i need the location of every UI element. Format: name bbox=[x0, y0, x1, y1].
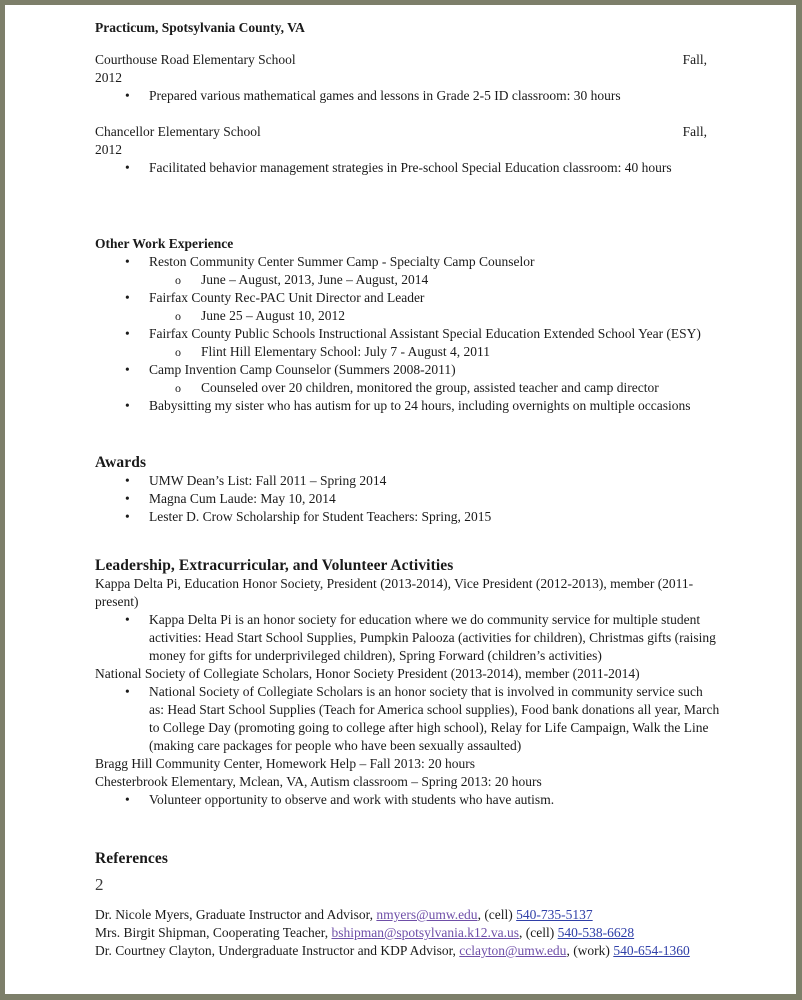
bullet-disc-icon: • bbox=[125, 88, 130, 103]
list-item bbox=[95, 508, 721, 526]
bullet-disc-icon: • bbox=[125, 254, 130, 269]
bragg-hill-line: Bragg Hill Community Center, Homework Help – Fall 2013: 20 hours bbox=[95, 756, 476, 771]
reference-phone-link[interactable]: 540-654-1360 bbox=[613, 943, 690, 958]
section-awards bbox=[95, 453, 721, 526]
practicum-entry bbox=[95, 51, 721, 105]
bullet-disc-icon: • bbox=[125, 362, 130, 377]
reference-entry bbox=[95, 906, 721, 924]
reference-email-link[interactable]: bshipman@spotsylvania.k12.va.us bbox=[331, 925, 520, 940]
list-item bbox=[95, 683, 721, 755]
reference-entry bbox=[95, 924, 721, 942]
sub-list-item-text: June – August, 2013, June – August, 2014 bbox=[201, 272, 429, 287]
bullet-disc-icon: • bbox=[125, 792, 130, 807]
list-item bbox=[95, 325, 721, 361]
job-term: Fall, bbox=[682, 124, 707, 139]
spacer bbox=[95, 839, 721, 849]
practicum-bullet-list bbox=[95, 87, 721, 105]
practicum-heading: Practicum, Spotsylvania County, VA bbox=[95, 20, 305, 35]
reference-email-link[interactable]: cclayton@umw.edu bbox=[459, 943, 567, 958]
job-title: Chancellor Elementary School bbox=[95, 124, 261, 139]
spacer bbox=[95, 868, 721, 906]
bullet-disc-icon: • bbox=[125, 684, 130, 699]
practicum-bullet-list bbox=[95, 159, 721, 177]
list-item bbox=[95, 253, 721, 289]
job-term-continuation: 2012 bbox=[95, 142, 122, 157]
reference-name-role: Dr. Courtney Clayton, Undergraduate Instructor and KDP Advisor, bbox=[95, 943, 460, 958]
bullet-circle-icon: o bbox=[175, 309, 181, 323]
list-item-text: Prepared various mathematical games and lessons in Grade 2-5 ID classroom: 30 hours bbox=[149, 88, 621, 103]
spacer bbox=[95, 415, 721, 453]
sub-list bbox=[149, 307, 721, 325]
chesterbrook-line: Chesterbrook Elementary, Mclean, VA, Autism classroom – Spring 2013: 20 hours bbox=[95, 774, 542, 789]
sub-list-item bbox=[149, 271, 721, 289]
section-references bbox=[95, 849, 721, 960]
section-other-work-experience bbox=[95, 235, 721, 415]
page-surface bbox=[5, 5, 796, 994]
bullet-disc-icon: • bbox=[125, 290, 130, 305]
spacer bbox=[95, 526, 721, 556]
list-item bbox=[95, 289, 721, 325]
bullet-circle-icon: o bbox=[175, 273, 181, 287]
sub-list bbox=[149, 271, 721, 289]
sub-list-item bbox=[149, 307, 721, 325]
bullet-circle-icon: o bbox=[175, 381, 181, 395]
list-item bbox=[95, 397, 721, 415]
list-item-text: UMW Dean’s List: Fall 2011 – Spring 2014 bbox=[149, 473, 387, 488]
section-practicum bbox=[95, 19, 721, 177]
reference-email-link[interactable]: nmyers@umw.edu bbox=[376, 907, 478, 922]
spacer bbox=[95, 105, 721, 123]
bullet-disc-icon: • bbox=[125, 160, 130, 175]
bullet-disc-icon: • bbox=[125, 398, 130, 413]
list-item bbox=[95, 472, 721, 490]
page-number: 2 bbox=[95, 875, 104, 894]
list-item-text: Babysitting my sister who has autism for up to 24 hours, including overnights on multiple occasions bbox=[149, 398, 691, 413]
bullet-disc-icon: • bbox=[125, 491, 130, 506]
other-work-heading: Other Work Experience bbox=[95, 236, 234, 251]
leadership-heading: Leadership, Extracurricular, and Volunteer Activities bbox=[95, 557, 454, 574]
reference-entry bbox=[95, 942, 721, 960]
reference-phone-label: , (work) bbox=[566, 943, 614, 958]
list-item bbox=[95, 87, 721, 105]
document-content bbox=[95, 19, 721, 960]
reference-phone-link[interactable]: 540-735-5137 bbox=[516, 907, 593, 922]
list-item bbox=[95, 791, 721, 809]
reference-name-role: Dr. Nicole Myers, Graduate Instructor and Advisor, bbox=[95, 907, 377, 922]
awards-heading: Awards bbox=[95, 454, 147, 471]
sub-list bbox=[149, 379, 721, 397]
practicum-entry bbox=[95, 123, 721, 177]
sub-list-item bbox=[149, 379, 721, 397]
list-item bbox=[95, 490, 721, 508]
job-line bbox=[95, 123, 715, 141]
reference-phone-link[interactable]: 540-538-6628 bbox=[557, 925, 635, 940]
job-line bbox=[95, 51, 715, 69]
nscs-list bbox=[95, 683, 721, 755]
bullet-disc-icon: • bbox=[125, 326, 130, 341]
bullet-circle-icon: o bbox=[175, 345, 181, 359]
references-heading: References bbox=[95, 850, 169, 867]
sub-list-item-text: June 25 – August 10, 2012 bbox=[201, 308, 346, 323]
list-item-text: Facilitated behavior management strategies in Pre-school Special Education classroom: 40 hours bbox=[149, 160, 672, 175]
list-item-text: Lester D. Crow Scholarship for Student Teachers: Spring, 2015 bbox=[149, 509, 492, 524]
list-item-text: Volunteer opportunity to observe and work with students who have autism. bbox=[149, 792, 555, 807]
spacer bbox=[95, 221, 721, 235]
section-leadership bbox=[95, 556, 721, 809]
list-item-text: Fairfax County Public Schools Instructional Assistant Special Education Extended School Year (ESY) bbox=[149, 326, 701, 341]
list-item-text: Fairfax County Rec-PAC Unit Director and Leader bbox=[149, 290, 425, 305]
chesterbrook-list bbox=[95, 791, 721, 809]
list-item-text: Magna Cum Laude: May 10, 2014 bbox=[149, 491, 336, 506]
nscs-header: National Society of Collegiate Scholars, Honor Society President (2013-2014), member (2011-2014) bbox=[95, 666, 640, 681]
job-title: Courthouse Road Elementary School bbox=[95, 52, 296, 67]
reference-name-role: Mrs. Birgit Shipman, Cooperating Teacher, bbox=[95, 925, 332, 940]
kdp-list bbox=[95, 611, 721, 665]
list-item-text: Kappa Delta Pi is an honor society for education where we do community service for multiple student activities: Head Start School Supplies, Pumpkin Palooza (activities for children), Christmas gifts (raising money for gifts for underprivileged children), Spring Forward (children’s activities) bbox=[149, 612, 716, 663]
sub-list-item-text: Flint Hill Elementary School: July 7 - August 4, 2011 bbox=[201, 344, 490, 359]
bullet-disc-icon: • bbox=[125, 509, 130, 524]
spacer bbox=[95, 809, 721, 839]
job-term: Fall, bbox=[682, 52, 707, 67]
kdp-header: Kappa Delta Pi, Education Honor Society, President (2013-2014), Vice President (2012-2013), member (2011-present) bbox=[95, 576, 694, 609]
sub-list-item-text: Counseled over 20 children, monitored the group, assisted teacher and camp director bbox=[201, 380, 659, 395]
list-item bbox=[95, 611, 721, 665]
bullet-disc-icon: • bbox=[125, 612, 130, 627]
list-item-text: National Society of Collegiate Scholars is an honor society that is involved in community service such as: Head Start School Supplies (Teach for America school supplies), Food bank donations all year, March to College Day (promoting going to college after high school), Relay for Life Campaign, Walk the Line (making care packages for people who have been sexually assaulted) bbox=[149, 684, 720, 753]
list-item-text: Camp Invention Camp Counselor (Summers 2008-2011) bbox=[149, 362, 456, 377]
sub-list bbox=[149, 343, 721, 361]
reference-phone-label: , (cell) bbox=[519, 925, 558, 940]
reference-phone-label: , (cell) bbox=[477, 907, 517, 922]
list-item bbox=[95, 361, 721, 397]
awards-list bbox=[95, 472, 721, 526]
sub-list-item bbox=[149, 343, 721, 361]
list-item-text: Reston Community Center Summer Camp - Specialty Camp Counselor bbox=[149, 254, 535, 269]
bullet-disc-icon: • bbox=[125, 473, 130, 488]
list-item bbox=[95, 159, 721, 177]
other-work-list bbox=[95, 253, 721, 415]
job-term-continuation: 2012 bbox=[95, 70, 122, 85]
spacer bbox=[95, 37, 721, 51]
spacer bbox=[95, 177, 721, 221]
